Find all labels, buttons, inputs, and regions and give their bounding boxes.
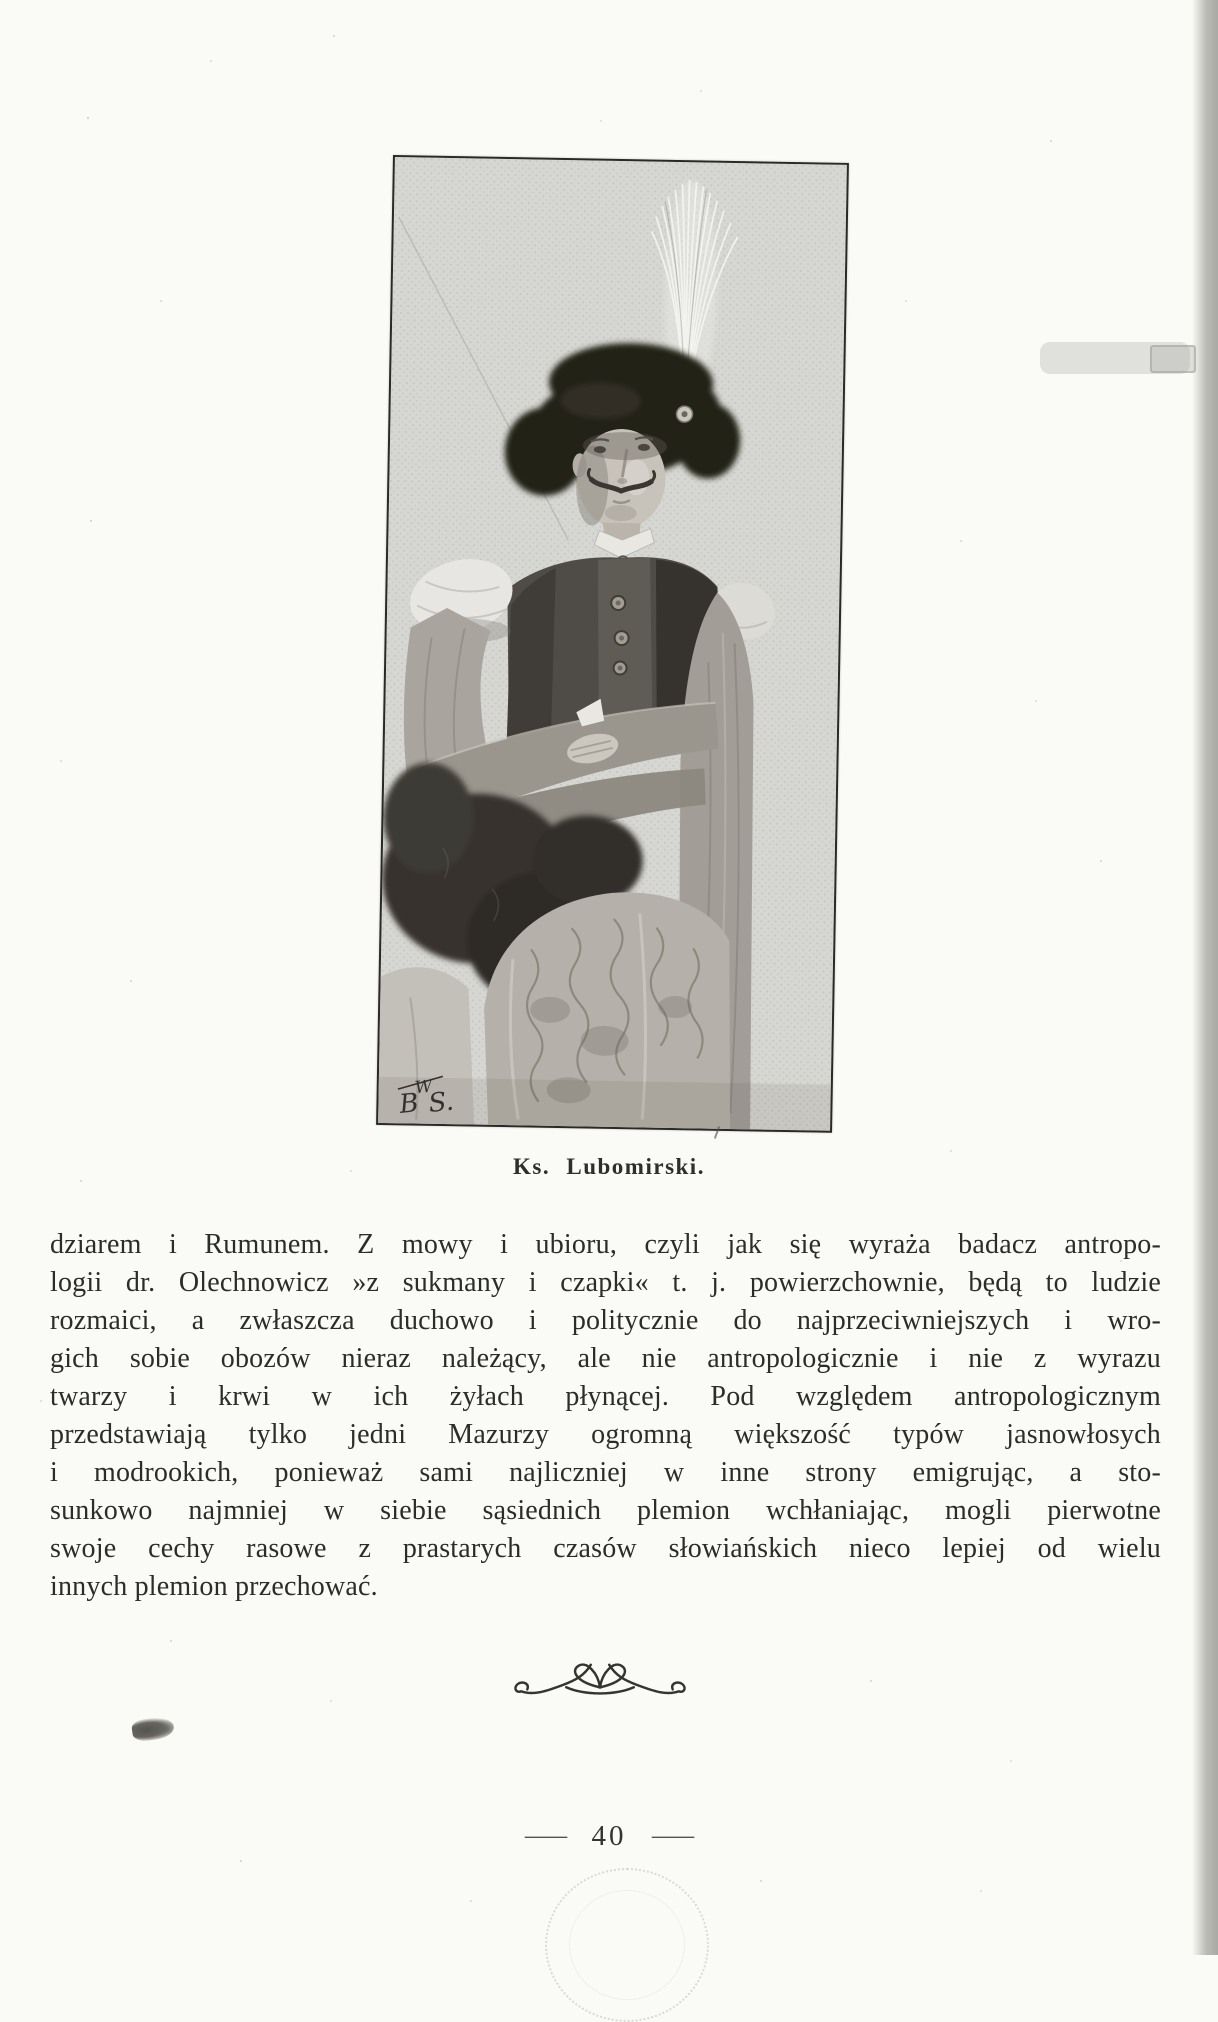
text-line: i modrookich, ponieważ sami najliczniej w inne strony emigrując, a sto-	[50, 1457, 1161, 1488]
ink-smudge	[131, 1715, 176, 1743]
footer-dash-left: —	[524, 1820, 567, 1851]
text-line: swoje cechy rasowe z prastarych czasów słowiańskich nieco lepiej od wielu	[50, 1533, 1161, 1564]
text-line: przedstawiają tylko jedni Mazurzy ogromną większość typów jasnowłosych	[50, 1419, 1161, 1450]
text-line: innych plemion przechować.	[50, 1571, 378, 1602]
photo-caption: Ks. Lubomirski.	[513, 1154, 705, 1179]
signature-letter-w: W	[413, 1076, 434, 1099]
aigrette-jewel	[676, 406, 692, 422]
scan-edge-shadow	[1192, 0, 1218, 1955]
text-line: twarzy i krwi w ich żyłach płynącej. Pod względem antropologicznym	[50, 1381, 1161, 1412]
text-line: gich sobie obozów nieraz należący, ale nie antropologicznie i nie z wyrazu	[50, 1343, 1161, 1374]
page-footer	[0, 1816, 1218, 1856]
text-line: rozmaici, a zwłaszcza duchowo i politycznie do najprzeciwniejszych i wro-	[50, 1305, 1161, 1336]
divider-flourish-icon	[513, 1650, 687, 1700]
signature-letter-b: B	[398, 1088, 421, 1120]
text-line: logii dr. Olechnowicz »z sukmany i czapki« t. j. powierzchownie, będą to ludzie	[50, 1267, 1161, 1298]
footer-dash-right: —	[651, 1820, 694, 1851]
paper-speckles	[0, 0, 2, 2]
faint-stamp-mark	[545, 1868, 709, 2022]
page-number: 40	[591, 1819, 627, 1852]
text-line: sunkowo najmniej w siebie sąsiednich plemion wchłaniając, mogli pierwotne	[50, 1495, 1161, 1526]
portrait-photo	[376, 155, 849, 1133]
paper-smudge-box	[1150, 345, 1196, 373]
body-text	[50, 1226, 1161, 1606]
signature-letter-s: S.	[427, 1086, 456, 1119]
text-line: dziarem i Rumunem. Z mowy i ubioru, czyli jak się wyraża badacz antropo-	[50, 1229, 1161, 1260]
portrait-figure	[378, 157, 847, 1131]
